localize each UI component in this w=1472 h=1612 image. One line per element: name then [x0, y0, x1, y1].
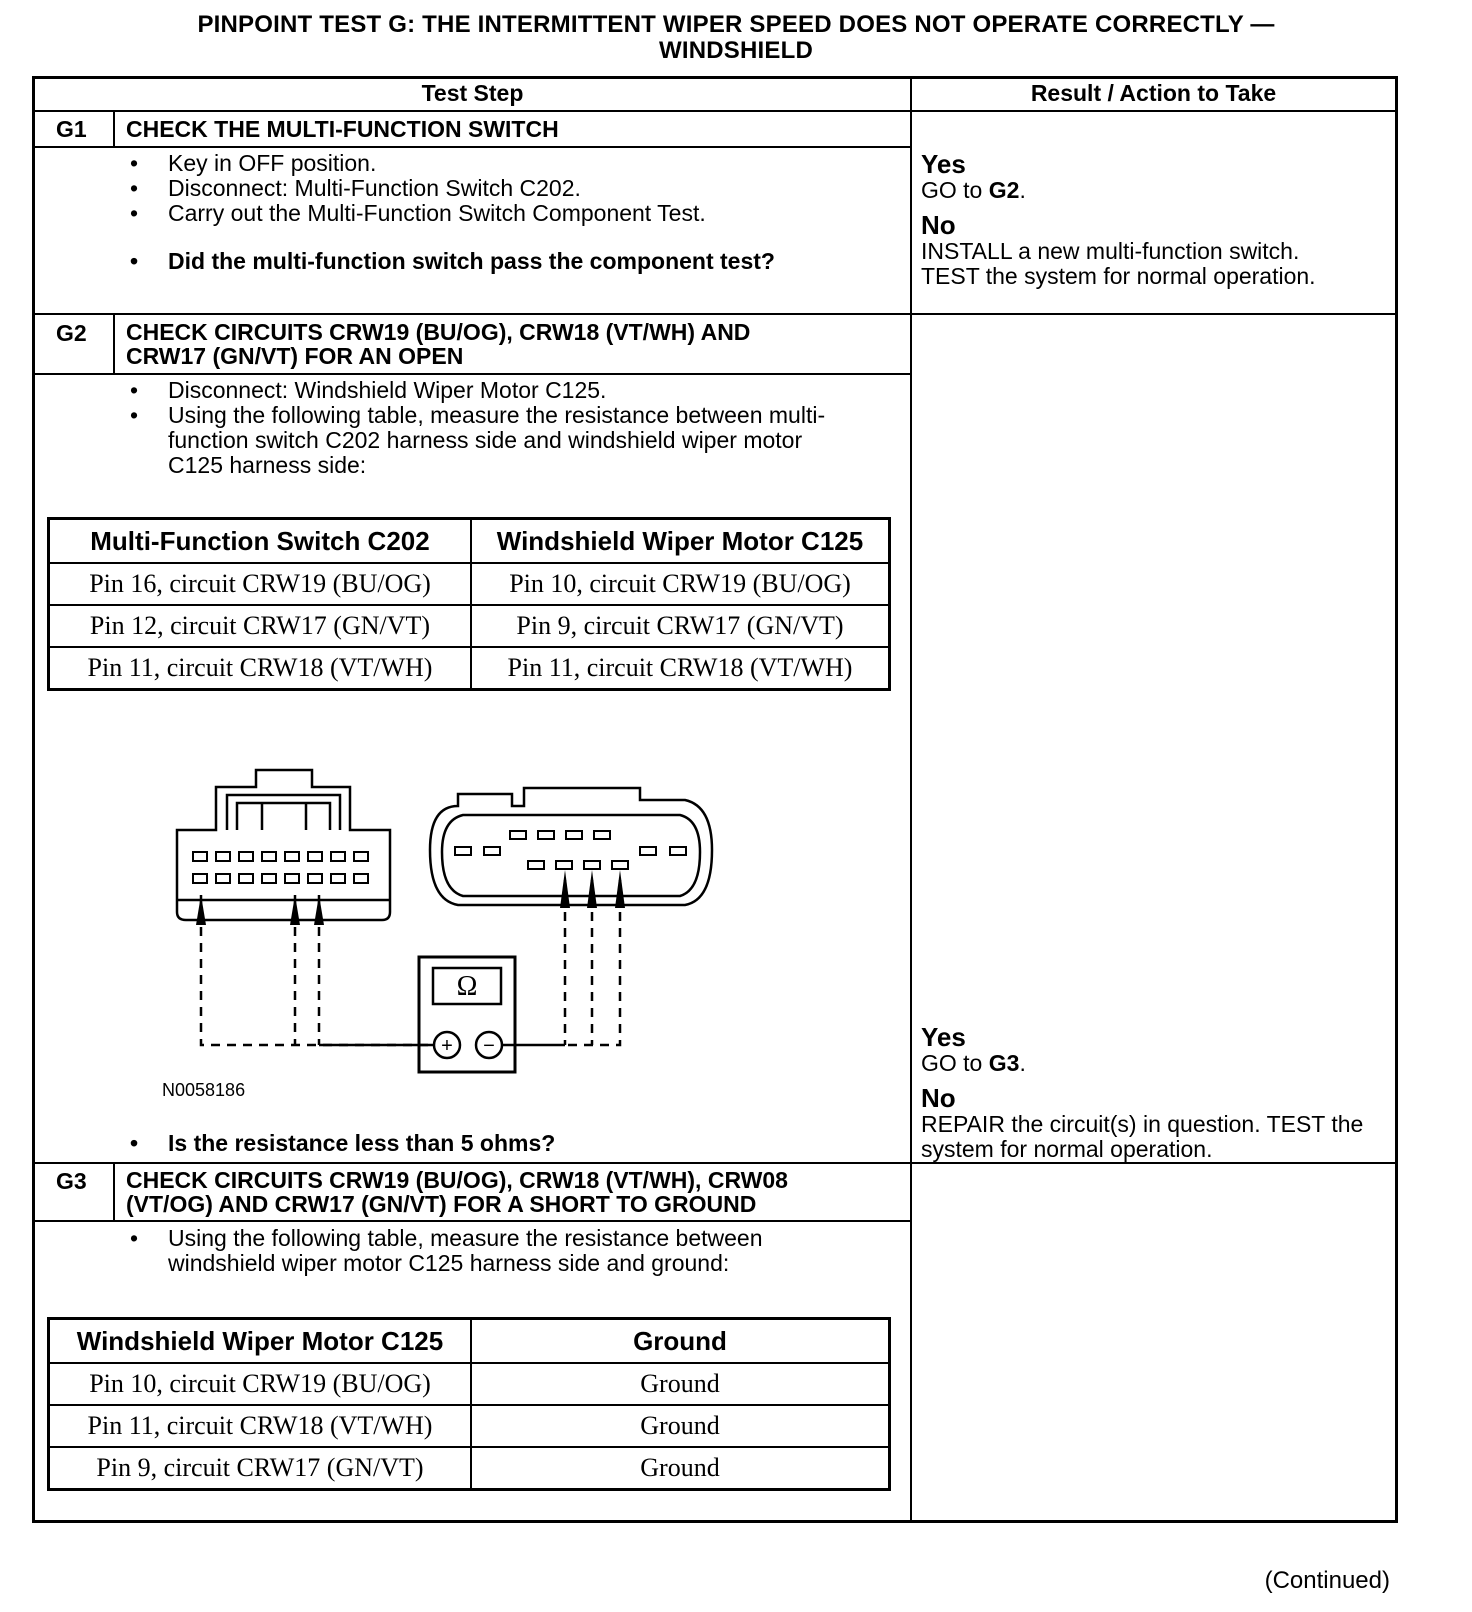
step-g3-title-line: [32, 1220, 911, 1222]
no-action-end: question. TEST the system for normal operation.: [921, 1111, 1364, 1162]
step-g2-title-line-2: CRW17 (GN/VT) FOR AN OPEN: [126, 343, 464, 369]
table-cell: Pin 10, circuit CRW19 (BU/OG): [471, 563, 890, 605]
no-action: INSTALL a new multi-function switch. TEST the system for normal operation.: [921, 238, 1316, 289]
yes-action-text: GO to: [921, 1050, 989, 1076]
c202-connector-icon: [177, 770, 390, 920]
table-cell: Pin 9, circuit CRW17 (GN/VT): [49, 1447, 472, 1490]
step-g2-bottom-line: [32, 1162, 1398, 1164]
table-header: Windshield Wiper Motor C125: [471, 519, 890, 564]
table-header-row: [49, 1319, 890, 1364]
yes-action-end: .: [1019, 1050, 1026, 1076]
list-item: • Using the following table, measure the resistance between multi-function switch C202 harness side and windshield wiper motor C125 harness side:: [35, 403, 875, 478]
table-cell: Ground: [471, 1405, 890, 1447]
yes-target-link[interactable]: G3: [988, 1050, 1020, 1076]
table-header: Windshield Wiper Motor C125: [49, 1319, 472, 1364]
step-g3-id-divider: [113, 1162, 115, 1222]
no-action-in: in: [1142, 1111, 1161, 1137]
list-item: • Disconnect: Windshield Wiper Motor C125.: [35, 378, 875, 403]
no-label: No: [921, 1083, 956, 1113]
step-g3-title-line-1: CHECK CIRCUITS CRW19 (BU/OG), CRW18 (VT/WH), CRW08: [126, 1167, 788, 1193]
question-text: • Did the multi-function switch pass the component test?: [35, 249, 905, 274]
header-result: Result / Action to Take: [1030, 80, 1277, 106]
yes-label: Yes: [921, 1022, 966, 1052]
yes-label: Yes: [921, 149, 966, 179]
yes-target-link[interactable]: G2: [988, 177, 1020, 203]
step-g1-id: G1: [56, 116, 87, 142]
list-item: • Disconnect: Multi-Function Switch C202.: [35, 176, 905, 201]
c125-connector-icon: [430, 788, 712, 905]
step-g3-title: [126, 1168, 788, 1216]
step-g2-question: [35, 1131, 905, 1156]
no-action-text: REPAIR the circuit(s): [921, 1111, 1143, 1137]
table-cell: Ground: [471, 1363, 890, 1405]
title-line-1: PINPOINT TEST G: THE INTERMITTENT WIPER SPEED DOES NOT OPERATE CORRECTLY —: [197, 11, 1275, 38]
table-cell: Pin 11, circuit CRW18 (VT/WH): [471, 647, 890, 690]
yes-action-text: GO to: [921, 177, 989, 203]
table-cell: Pin 16, circuit CRW19 (BU/OG): [49, 563, 472, 605]
step-g3-id: G3: [56, 1168, 87, 1194]
list-item: • Key in OFF position.: [35, 151, 905, 176]
meter-plus: +: [441, 1035, 453, 1057]
table-cell: Pin 9, circuit CRW17 (GN/VT): [471, 605, 890, 647]
table-cell: Pin 12, circuit CRW17 (GN/VT): [49, 605, 472, 647]
table-cell: Ground: [471, 1447, 890, 1490]
table-header: Ground: [471, 1319, 890, 1364]
step-g2-id: G2: [56, 320, 87, 346]
step-g2-title-line-1: CHECK CIRCUITS CRW19 (BU/OG), CRW18 (VT/WH) AND: [126, 319, 751, 345]
list-item: • Using the following table, measure the resistance between windshield wiper motor C125 harness side and ground:: [35, 1226, 875, 1276]
probe-tips: [196, 870, 625, 925]
g3-ground-table: [47, 1317, 891, 1491]
table-row: [49, 1363, 890, 1405]
figure-id: N0058186: [162, 1080, 246, 1100]
list-item: • Carry out the Multi-Function Switch Component Test.: [35, 201, 905, 226]
meter-minus: −: [483, 1035, 495, 1057]
question-text: • Is the resistance less than 5 ohms?: [35, 1131, 905, 1156]
table-header: Multi-Function Switch C202: [49, 519, 472, 564]
table-cell: Pin 11, circuit CRW18 (VT/WH): [49, 1405, 472, 1447]
yes-action: [921, 1051, 1386, 1076]
no-action: [921, 1112, 1386, 1162]
step-g2-result: [921, 1023, 1386, 1162]
continued-label: (Continued): [1264, 1567, 1390, 1594]
table-row: [49, 1405, 890, 1447]
step-g3-bullets: [35, 1226, 875, 1276]
meter-symbol: Ω: [456, 971, 478, 1002]
table-cell: Pin 10, circuit CRW19 (BU/OG): [49, 1363, 472, 1405]
step-g3-title-line-2: (VT/OG) AND CRW17 (GN/VT) FOR A SHORT TO GROUND: [126, 1191, 757, 1217]
title-line-2: WINDSHIELD: [659, 37, 813, 64]
table-row: [49, 1447, 890, 1490]
header-test-step: Test Step: [421, 80, 524, 106]
no-label: No: [921, 210, 956, 240]
step-g1-title: CHECK THE MULTI-FUNCTION SWITCH: [126, 116, 559, 142]
table-cell: Pin 11, circuit CRW18 (VT/WH): [49, 647, 472, 690]
yes-action-end: .: [1019, 177, 1026, 203]
